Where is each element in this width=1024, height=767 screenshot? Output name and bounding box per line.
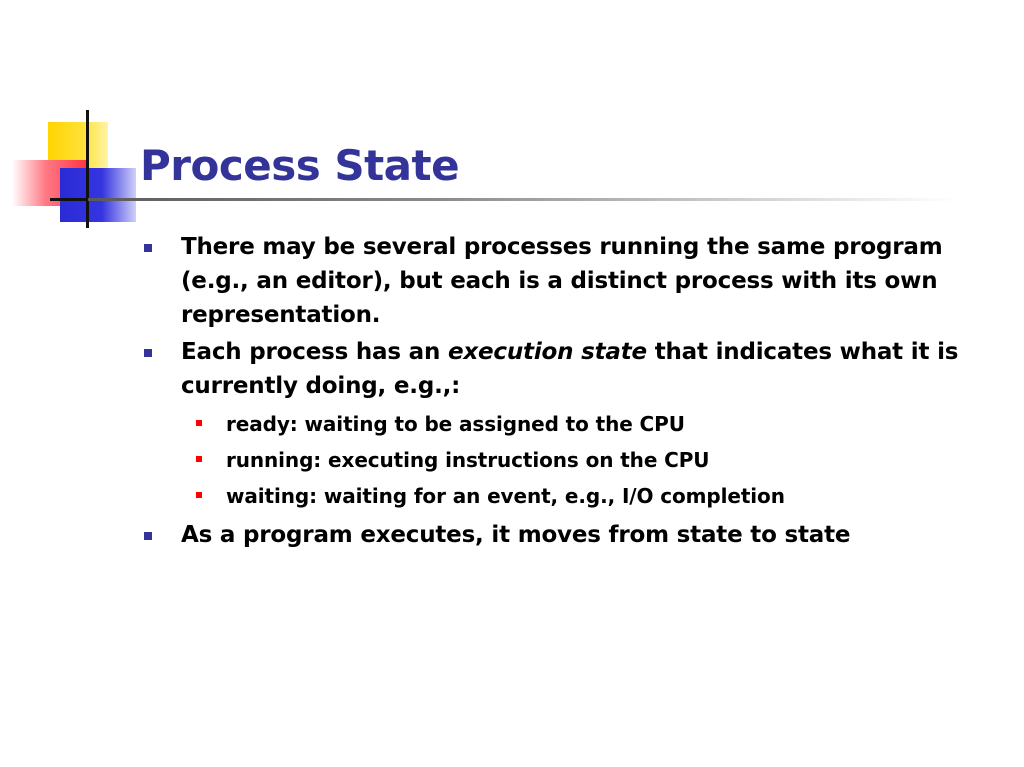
slide-title: Process State xyxy=(140,141,460,190)
bullet-item xyxy=(142,518,982,552)
sub-bullet-list xyxy=(142,406,982,514)
bullet-text-before: Each process has an xyxy=(181,339,448,365)
sub-bullet-text: ready: waiting to be assigned to the CPU xyxy=(226,412,685,436)
square-bullet-icon xyxy=(196,492,202,498)
decorative-logo xyxy=(0,0,160,240)
sub-bullet-item xyxy=(142,406,982,442)
slide-body xyxy=(142,230,982,555)
square-bullet-icon xyxy=(196,456,202,462)
square-bullet-icon xyxy=(144,532,152,540)
bullet-emphasis: execution state xyxy=(447,339,647,365)
sub-bullet-text: running: executing instructions on the CPU xyxy=(226,448,710,472)
bullet-text: As a program executes, it moves from state to state xyxy=(181,522,851,548)
sub-bullet-text: waiting: waiting for an event, e.g., I/O completion xyxy=(226,484,785,508)
bullet-text-after: that indicates what it is currently doing, e.g.,: xyxy=(181,339,959,399)
bullet-text: There may be several processes running the same program (e.g., an editor), but each is a distinct process with its own representation. xyxy=(181,234,943,328)
title-underline xyxy=(88,198,958,201)
square-bullet-icon xyxy=(144,349,152,357)
logo-blue-square xyxy=(60,168,136,222)
logo-vertical-line xyxy=(86,110,89,228)
bullet-item xyxy=(142,230,982,332)
sub-bullet-item xyxy=(142,442,982,478)
square-bullet-icon xyxy=(196,420,202,426)
sub-bullet-item xyxy=(142,478,982,514)
square-bullet-icon xyxy=(144,244,152,252)
bullet-item xyxy=(142,335,982,403)
